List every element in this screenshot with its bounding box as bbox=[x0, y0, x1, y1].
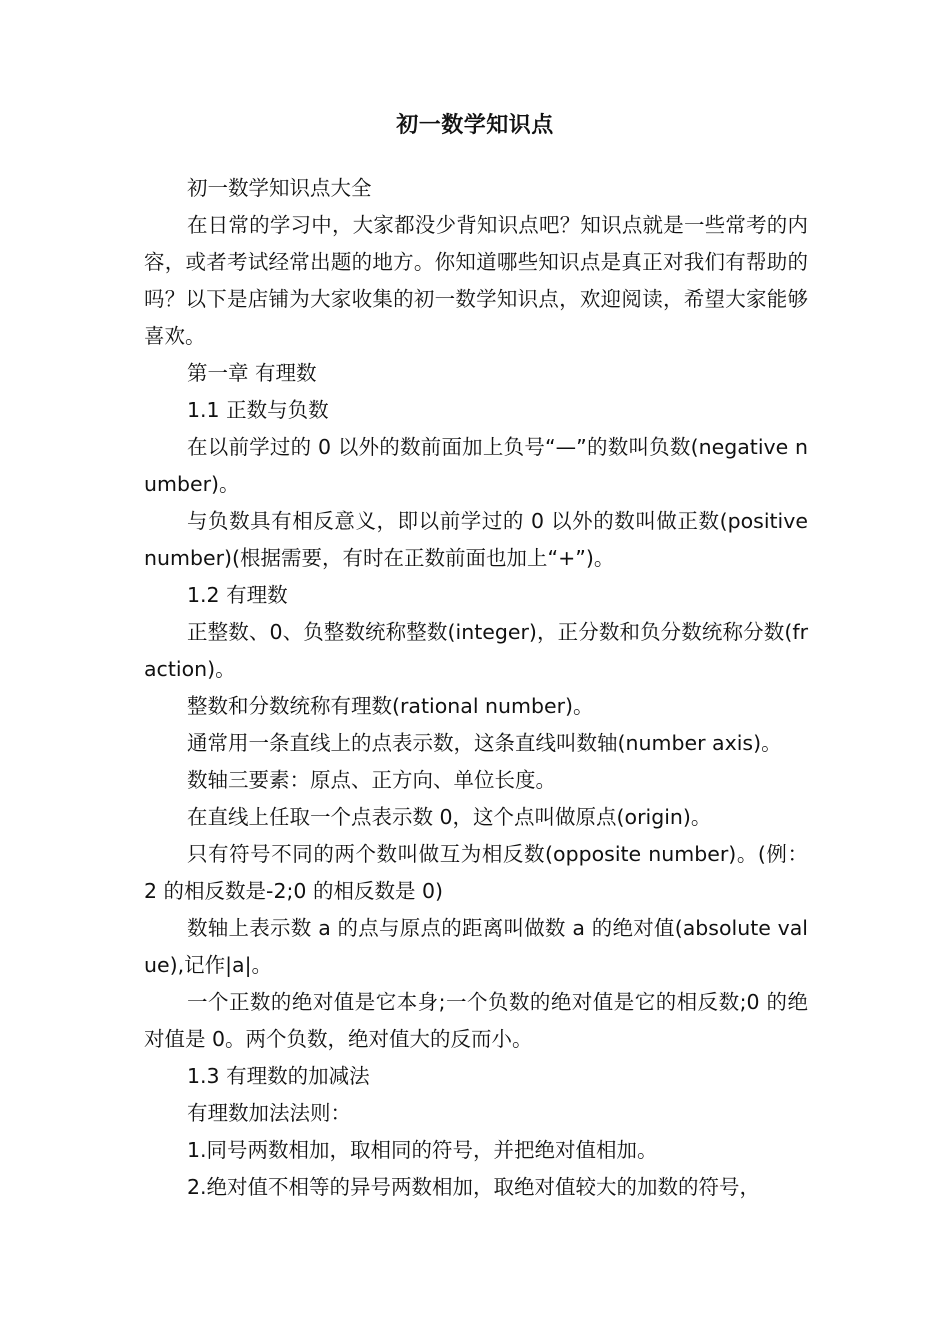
paragraph: 在以前学过的 0 以外的数前面加上负号“—”的数叫负数(negative number)。 bbox=[144, 435, 808, 496]
paragraph: 与负数具有相反意义，即以前学过的 0 以外的数叫做正数(positive number)(根据需要，有时在正数前面也加上“+”)。 bbox=[144, 509, 808, 570]
paragraph: 数轴三要素：原点、正方向、单位长度。 bbox=[187, 768, 556, 792]
section-heading: 1.3 有理数的加减法 bbox=[187, 1064, 370, 1088]
list-item: 2.绝对值不相等的异号两数相加，取绝对值较大的加数的符号， bbox=[187, 1175, 761, 1199]
document-body bbox=[144, 170, 808, 1206]
section-heading: 第一章 有理数 bbox=[187, 361, 317, 385]
paragraph: 在日常的学习中，大家都没少背知识点吧？知识点就是一些常考的内容，或者考试经常出题的地方。你知道哪些知识点是真正对我们有帮助的吗？以下是店铺为大家收集的初一数学知识点，欢迎阅读，希望大家能够喜欢。 bbox=[144, 213, 808, 348]
paragraph: 整数和分数统称有理数(rational number)。 bbox=[187, 694, 594, 718]
paragraph: 初一数学知识点大全 bbox=[187, 176, 372, 200]
list-item: 1.同号两数相加，取相同的符号，并把绝对值相加。 bbox=[187, 1138, 658, 1162]
paragraph: 正整数、0、负整数统称整数(integer)，正分数和负分数统称分数(fraction)。 bbox=[144, 620, 808, 681]
paragraph: 只有符号不同的两个数叫做互为相反数(opposite number)。(例：2 的相反数是-2;0 的相反数是 0) bbox=[144, 842, 808, 903]
section-heading: 1.1 正数与负数 bbox=[187, 398, 329, 422]
document-title: 初一数学知识点 bbox=[396, 113, 554, 138]
section-heading: 1.2 有理数 bbox=[187, 583, 288, 607]
paragraph: 在直线上任取一个点表示数 0，这个点叫做原点(origin)。 bbox=[187, 805, 712, 829]
paragraph: 一个正数的绝对值是它本身;一个负数的绝对值是它的相反数;0 的绝对值是 0。两个负数，绝对值大的反而小。 bbox=[144, 990, 808, 1051]
paragraph: 通常用一条直线上的点表示数，这条直线叫数轴(number axis)。 bbox=[187, 731, 782, 755]
paragraph: 数轴上表示数 a 的点与原点的距离叫做数 a 的绝对值(absolute value),记作|a|。 bbox=[144, 916, 808, 977]
paragraph: 有理数加法法则： bbox=[187, 1101, 351, 1125]
